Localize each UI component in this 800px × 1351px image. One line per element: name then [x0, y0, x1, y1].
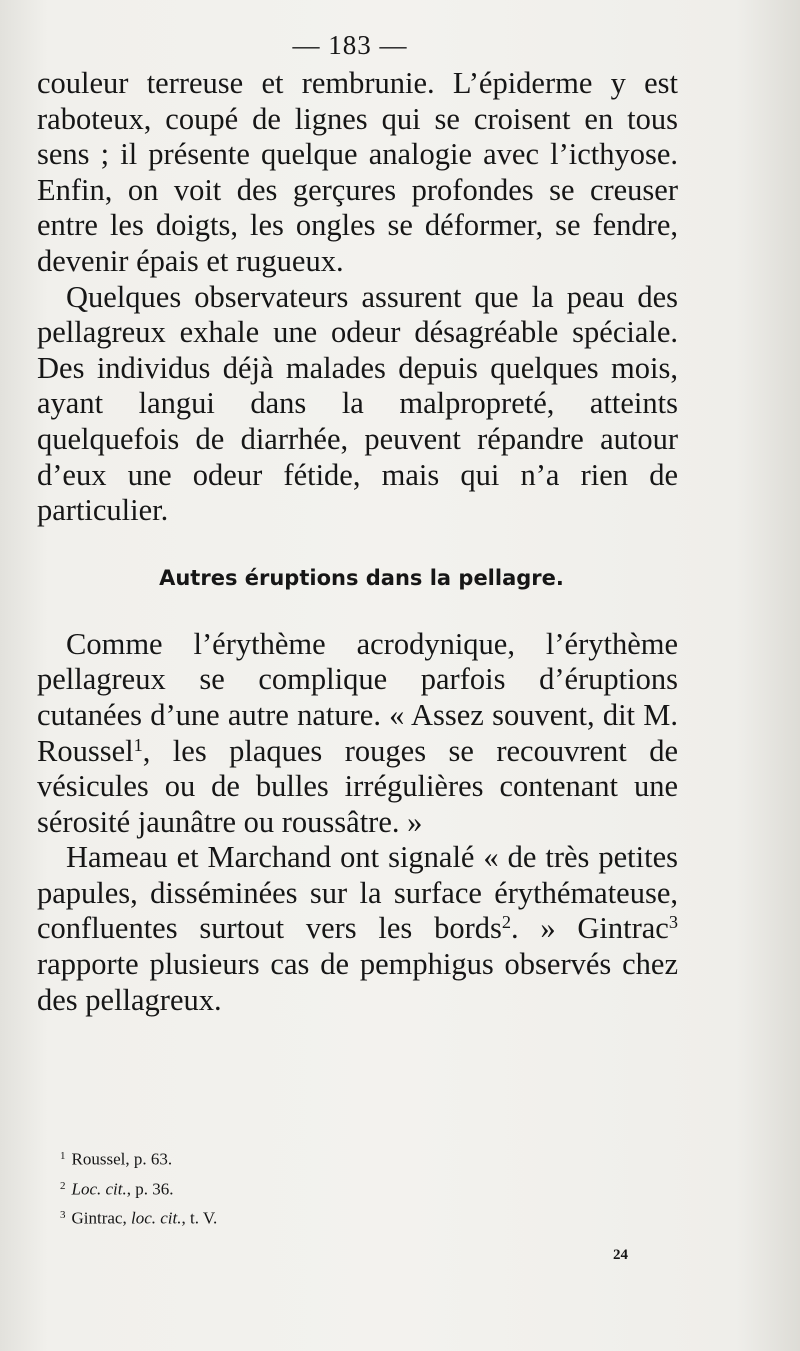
- paragraph-3-text-a: Comme l’érythème acrodynique, l’érythème pellagreux se complique parfois d’éruptions cutanées d’une autre nature. « Assez souvent, dit M. Roussel: [37, 626, 678, 768]
- footnote-text: Gintrac,: [71, 1208, 131, 1228]
- paragraph-3-text-b: , les plaques rouges se recouvrent de vésicules ou de bulles irrégulières contenant une sérosité jaunâtre ou roussâtre. »: [37, 733, 678, 839]
- footnote-marker: 3: [60, 1209, 66, 1221]
- footnote-italic: Loc. cit.: [71, 1179, 127, 1198]
- footnote-italic: loc. cit.: [130, 1208, 182, 1228]
- page-number-header: — 183 —: [292, 30, 408, 60]
- paragraph-1: couleur terreuse et rembrunie. L’épiderme y est raboteux, coupé de lignes qui se croisent en tous sens ; il présente quelque analogie avec l’icthyose. Enfin, on voit des gerçures profondes se creuser entre les doigts, les ongles se déformer, se fendre, devenir épais et rugueux.: [37, 66, 678, 278]
- paragraph-4: [37, 840, 678, 1018]
- footnote-text-end: , t. V.: [181, 1208, 218, 1228]
- footnote-1: [60, 1143, 620, 1173]
- footnote-ref-1: 1: [133, 734, 143, 755]
- paragraph-4-text-b: . » Gintrac: [510, 911, 669, 946]
- footnote-2: [60, 1173, 620, 1203]
- footnote-text: Roussel, p. 63.: [71, 1149, 173, 1169]
- section-title: Autres éruptions dans la pellagre.: [159, 565, 564, 590]
- footnotes: [60, 1143, 620, 1232]
- footnote-3: [60, 1202, 620, 1232]
- footnote-ref-2: 2: [501, 912, 511, 933]
- paragraph-3: [37, 627, 678, 841]
- body-text: [37, 66, 678, 1018]
- footnote-text: , p. 36.: [126, 1179, 174, 1198]
- footnote-marker: 1: [60, 1150, 66, 1162]
- footnote-ref-3: 3: [668, 912, 678, 933]
- paragraph-2: Quelques observateurs assurent que la peau des pellagreux exhale une odeur désagréable spéciale. Des individus déjà malades depuis quelques mois, ayant langui dans la malpropreté, atteints quelquefois de diarrhée, peuvent répandre autour d’eux une odeur fétide, mais qui n’a rien de particulier.: [37, 279, 678, 528]
- paragraph-4-text-c: rapporte plusieurs cas de pemphigus observés chez des pellagreux.: [37, 947, 678, 1017]
- signature-mark: 24: [613, 1247, 628, 1263]
- footnote-marker: 2: [60, 1179, 66, 1192]
- paragraph-4-text-a: Hameau et Marchand ont signalé « de très petites papules, disséminées sur la surface érythémateuse, confluentes surtout vers les bords: [37, 840, 678, 946]
